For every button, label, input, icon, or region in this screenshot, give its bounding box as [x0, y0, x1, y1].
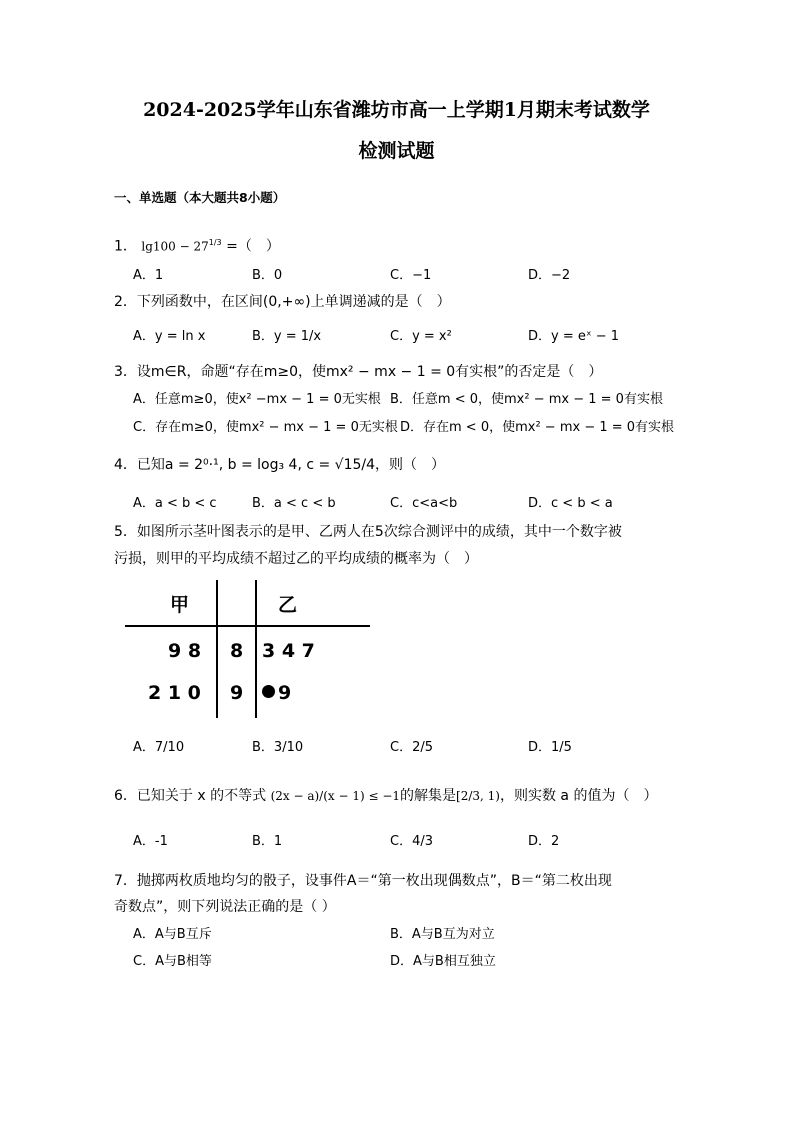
stemleaf-row1-right: 3 4 7	[262, 640, 315, 662]
inequality-expr: (2x − a)/(x − 1) ≤ −1	[270, 789, 401, 803]
question-stem-tail: =（ ）	[226, 238, 280, 255]
option-a: A．任意m≥0，使x² −mx − 1 = 0无实根	[133, 392, 381, 407]
solution-set: [2/3, 1)	[456, 789, 500, 803]
question-7-line1	[114, 871, 612, 891]
stemleaf-horizontal-rule	[125, 625, 370, 627]
question-stem: 设m∈R，命题“存在m≥0，使mx² − mx − 1 = 0有实根”的否定是（ ）	[136, 364, 603, 380]
question-stem: 已知a = 2⁰·¹, b = log₃ 4, c = √15/4，则（ ）	[136, 457, 446, 473]
option-a: A．1	[133, 268, 164, 283]
option-c: C．A与B相等	[133, 954, 212, 969]
stem-leaf-plot	[120, 578, 380, 718]
option-c: C．y = x²	[390, 329, 452, 344]
question-number: 4．	[114, 457, 137, 473]
option-d: D．存在m < 0，使mx² − mx − 1 = 0有实根	[400, 420, 675, 435]
option-b: B．0	[252, 268, 283, 283]
option-b: B．1	[252, 834, 283, 849]
option-d: D．A与B相互独立	[390, 954, 496, 969]
option-c: C．c<a<b	[390, 496, 458, 511]
option-a: A．7/10	[133, 740, 185, 755]
option-a: A．-1	[133, 834, 168, 849]
question-stem-mid: 的解集是	[400, 788, 457, 804]
option-c: C．2/5	[390, 740, 433, 755]
question-number: 1．	[114, 238, 137, 255]
stemleaf-header-right: 乙	[278, 594, 298, 616]
question-number: 3．	[114, 364, 137, 380]
question-7-line2: 奇数点”，则下列说法正确的是（ ）	[114, 899, 336, 915]
option-c: C．−1	[390, 268, 432, 283]
question-stem: 下列函数中，在区间(0,+∞)上单调递减的是（ ）	[136, 294, 451, 310]
question-3	[114, 362, 602, 382]
option-d: D．−2	[528, 268, 571, 283]
question-6	[114, 786, 657, 806]
question-number: 6．	[114, 788, 137, 804]
option-a: A．a < b < c	[133, 496, 217, 511]
option-b: B．任意m < 0，使mx² − mx − 1 = 0有实根	[390, 392, 663, 407]
page-title-line2: 检测试题	[358, 140, 435, 162]
option-b: B．A与B互为对立	[390, 927, 495, 942]
option-d: D．y = eˣ − 1	[528, 329, 620, 344]
stemleaf-row2-leaf: 9	[278, 682, 292, 704]
stemleaf-row2-stem: 9	[230, 682, 244, 704]
question-number: 2．	[114, 294, 137, 310]
question-stem-expr: lg100 − 27	[141, 239, 209, 254]
option-d: D．2	[528, 834, 560, 849]
option-b: B．y = 1/x	[252, 329, 322, 344]
question-2	[114, 292, 451, 312]
option-a: A．A与B互斥	[133, 927, 212, 942]
stemleaf-row2-right	[262, 682, 291, 704]
option-d: D．c < b < a	[528, 496, 613, 511]
question-number: 5．	[114, 524, 137, 540]
option-b: B．3/10	[252, 740, 304, 755]
question-stem: 如图所示茎叶图表示的是甲、乙两人在5次综合测评中的成绩，其中一个数字被	[136, 524, 622, 540]
question-4	[114, 455, 445, 475]
question-stem-tail: ，则实数 a 的值为（ ）	[499, 788, 658, 804]
question-stem: 抛掷两枚质地均匀的骰子，设事件A＝“第一枚出现偶数点”，B＝“第二枚出现	[136, 873, 612, 889]
option-c: C．存在m≥0，使mx² − mx − 1 = 0无实根	[133, 420, 398, 435]
exponent: 1/3	[208, 238, 222, 247]
question-1	[114, 233, 280, 257]
stemleaf-row1-stem: 8	[230, 640, 244, 662]
stemleaf-row2-left: 2 1 0	[148, 682, 201, 704]
option-d: D．1/5	[528, 740, 572, 755]
stemleaf-row1-left: 9 8	[168, 640, 202, 662]
question-5-line1	[114, 522, 622, 542]
stemleaf-header-left: 甲	[170, 594, 190, 616]
stemleaf-left-rule	[216, 580, 218, 718]
question-5-line2: 污损，则甲的平均成绩不超过乙的平均成绩的概率为（ ）	[114, 551, 478, 567]
question-number: 7．	[114, 873, 137, 889]
page-title-line1: 2024-2025学年山东省潍坊市高一上学期1月期末考试数学	[143, 99, 650, 121]
option-c: C．4/3	[390, 834, 433, 849]
option-b: B．a < c < b	[252, 496, 336, 511]
stemleaf-right-rule	[255, 580, 257, 718]
section-title: 一、单选题（本大题共8小题）	[114, 190, 286, 205]
question-stem-pre: 已知关于 x 的不等式	[136, 788, 267, 804]
option-a: A．y = ln x	[133, 329, 206, 344]
smudged-digit-dot	[262, 685, 275, 698]
